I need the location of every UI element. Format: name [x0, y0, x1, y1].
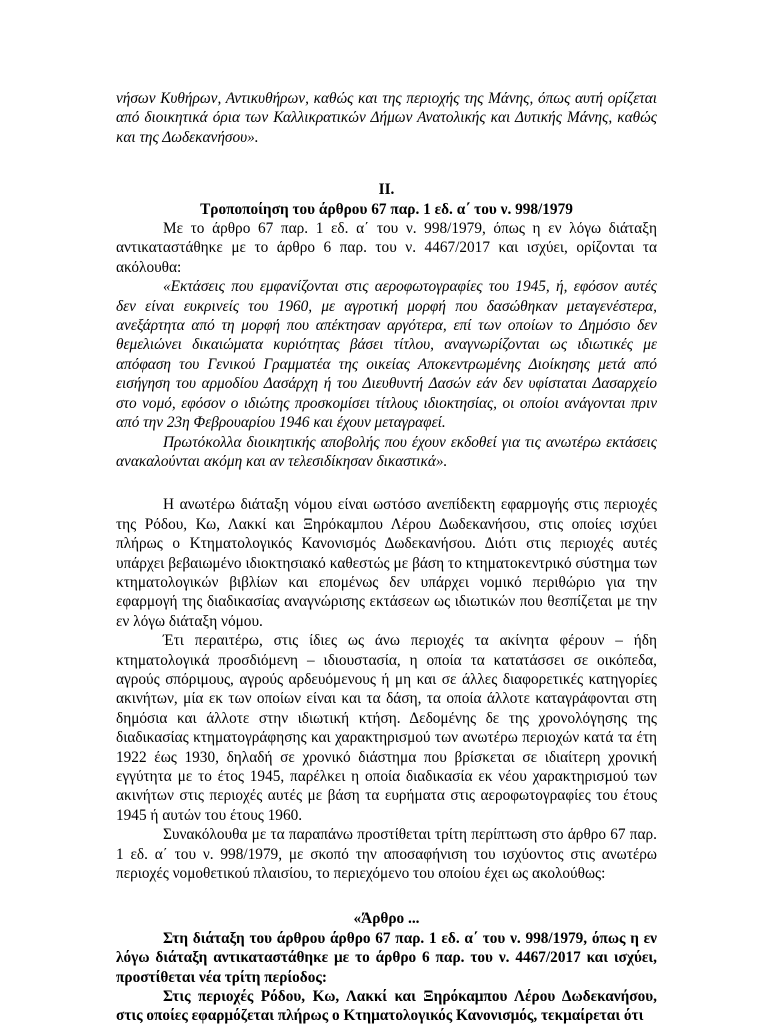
- further-paragraph: Έτι περαιτέρω, στις ίδιες ως άνω περιοχές τα ακίνητα φέρουν – ήδη κτηματολογικά προσδιόμενη – ιδιουστασία, η οποία τα κατατάσσει σε οικόπεδα, αγρούς σπόριμους, αγρούς αρδευόμενους ή μη και σε άλλες διαφορετικές κατηγορίες ακινήτων, μία εκ των οποίων είναι και τα δάση, τα οποία άλλοτε καταγράφονται στη δημόσια και άλλοτε στην ιδιωτική κτήση. Δεδομένης δε της χρονολόγησης της διαδικασίας κτηματογράφησης και χαρακτηρισμού των ανωτέρω περιοχών κατά τα έτη 1922 έως 1930, δηλαδή σε χρονικό διάστημα που βρίσκεται σε ιδιαίτερη χρονική εγγύτητα με το έτος 1945, παρέλκει η οποία διαδικασία εκ νέου χαρακτηρισμού των ακινήτων στις περιοχές αυτές με βάση τα ευρήματα στις αεροφωτογραφίες του έτους 1945 ή αυτών του έτους 1960.: [116, 632, 657, 824]
- inapplicability-paragraph: Η ανωτέρω διάταξη νόμου είναι ωστόσο ανεπίδεκτη εφαρμογής στις περιοχές της Ρόδου, Κω, Λακκί και Ξηρόκαμπου Λέρου Δωδεκανήσου, στις οποίες ισχύει πλήρως ο Κτηματολογικός Κανονισμός Δωδεκανήσου. Διότι στις περιοχές αυτές υπάρχει βεβαιωμένο ιδιοκτησιακό καθεστώς με βάση το κτηματοκεντρικό σύστημα των κτηματολογικών βιβλίων και επομένως δεν υπάρχει νομικό περιθώριο για την εφαρμογή της διαδικασίας αναγνώρισης εκτάσεων ως ιδιωτικών που θεσπίζεται με την εν λόγω διάταξη νόμου.: [116, 496, 657, 630]
- article-title: «Άρθρο ...: [353, 910, 420, 928]
- consequently-paragraph: Συνακόλουθα με τα παραπάνω προστίθεται τρίτη περίπτωση στο άρθρο 67 παρ. 1 εδ. α΄ του ν. 998/1979, με σκοπό την αποσαφήνιση του ισχύοντος στις ανωτέρω περιοχές νομοθετικού πλαισίου, το περιεχόμενο του οποίου έχει ως ακολούθως:: [116, 826, 657, 883]
- quoted-provision-paragraph: «Εκτάσεις που εμφανίζονται στις αεροφωτογραφίες του 1945, ή, εφόσον αυτές δεν είναι ευκρινείς του 1960, με αγροτική μορφή που δασώθηκαν μεταγενέστερα, ανεξάρτητα από τη μορφή που απέκτησαν αργότερα, επί των οποίων το Δημόσιο δεν θεμελιώνει δικαιώματα κυριότητας βάσει τίτλου, αναγνωρίζονται ως ιδιωτικές με απόφαση του Γενικού Γραμματέα της οικείας Αποκεντρωμένης Διοίκησης μετά από εισήγηση του αρμοδίου Δασάρχη ή του Διευθυντή Δασών εάν δεν υφίσταται Δασαρχείο στο νομό, εφόσον ο ιδιώτης προσκομίσει τίτλους ιδιοκτησίας, οι οποίοι ανάγονται πριν από την 23η Φεβρουαρίου 1946 και έχουν μεταγραφεί.: [116, 278, 657, 432]
- section-number: II.: [378, 181, 395, 199]
- intro-paragraph: νήσων Κυθήρων, Αντικυθήρων, καθώς και της περιοχής της Μάνης, όπως αυτή ορίζεται από διοικητικά όρια των Καλλικρατικών Δήμων Ανατολικής και Δυτικής Μάνης, καθώς και της Δωδεκανήσου».: [116, 90, 657, 146]
- law-intro-paragraph: Με το άρθρο 67 παρ. 1 εδ. α΄ του ν. 998/1979, όπως η εν λόγω διάταξη αντικαταστάθηκε με το άρθρο 6 παρ. του ν. 4467/2017 και ισχύει, ορίζονται τα ακόλουθα:: [116, 220, 657, 276]
- article-paragraph-2: Στις περιοχές Ρόδου, Κω, Λακκί και Ξηρόκαμπου Λέρου Δωδεκανήσου, στις οποίες εφαρμόζεται πλήρως ο Κτηματολογικός Κανονισμός, τεκμαίρεται ότι: [116, 988, 657, 1025]
- section-heading: Τροποποίηση του άρθρου 67 παρ. 1 εδ. α΄ του ν. 998/1979: [200, 200, 573, 218]
- article-paragraph-1: Στη διάταξη του άρθρου άρθρο 67 παρ. 1 εδ. α΄ του ν. 998/1979, όπως η εν λόγω διάταξη αντικαταστάθηκε με το άρθρο 6 παρ. του ν. 4467/2017 και ισχύει, προστίθεται νέα τρίτη περίοδος:: [116, 929, 657, 986]
- quoted-provision-paragraph-2: Πρωτόκολλα διοικητικής αποβολής που έχουν εκδοθεί για τις ανωτέρω εκτάσεις ανακαλούνται ακόμη και αν τελεσιδίκησαν δικαστικά».: [116, 433, 657, 470]
- document-page: [116, 89, 657, 1026]
